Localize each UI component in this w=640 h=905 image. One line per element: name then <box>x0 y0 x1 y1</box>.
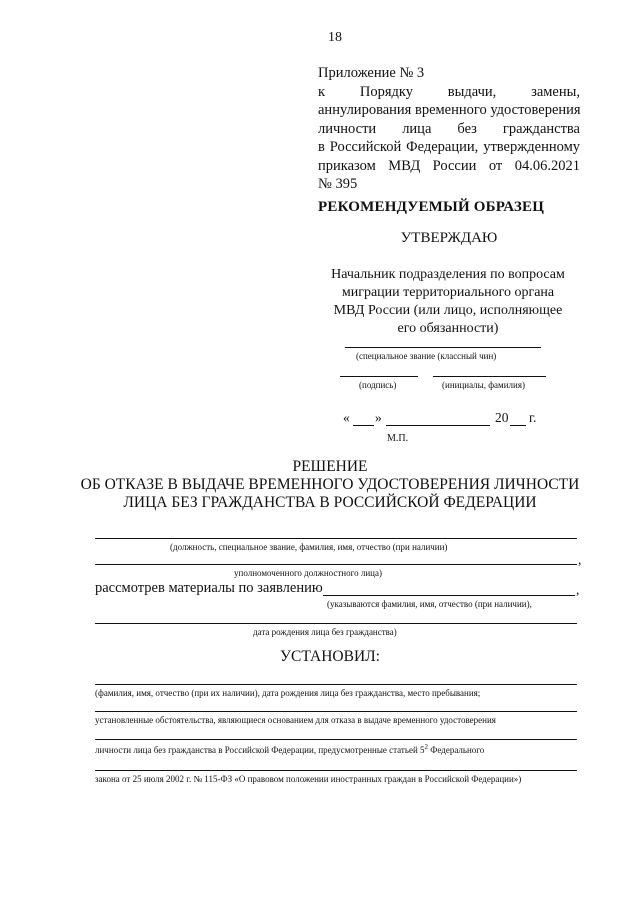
appendix-line: аннулирования временного удостоверения <box>318 102 581 118</box>
person-caption: (фамилия, имя, отчество (при их наличии), дата рождения лица без гражданства, место пребывания; <box>95 688 481 698</box>
law-caption-text: Федерального <box>428 745 485 755</box>
year-prefix: 20 <box>495 410 509 425</box>
application-comma: , <box>576 582 580 597</box>
official-line <box>95 564 577 565</box>
position-caption: (должность, специальное звание, фамилия, имя, отчество (при наличии) <box>170 542 448 552</box>
dob-caption: дата рождения лица без гражданства) <box>253 627 397 637</box>
dob-line <box>95 623 577 624</box>
approver-title <box>306 266 590 338</box>
grounds-caption: установленные обстоятельства, являющиеся основанием для отказа в выдаче временного удостоверения <box>95 715 496 725</box>
year-line <box>510 425 526 426</box>
document-title <box>60 458 600 512</box>
law-caption-text: личности лица без гражданства в Российской Федерации, предусмотренные статьей 5 <box>95 745 425 755</box>
date-open-quote: « <box>343 410 350 425</box>
signature-line <box>340 376 418 377</box>
person-line <box>95 684 577 685</box>
approver-line: Начальник подразделения по вопросам <box>331 267 565 282</box>
approver-line: миграции территориального органа <box>341 285 555 300</box>
page-number: 18 <box>328 30 342 45</box>
title-line: ЛИЦА БЕЗ ГРАЖДАНСТВА В РОССИЙСКОЙ ФЕДЕРАЦИИ <box>123 494 537 511</box>
approver-line: его обязанности) <box>397 321 499 336</box>
appendix-line: к Порядку выдачи, замены, <box>318 83 580 100</box>
appendix-line: № 395 <box>318 176 358 192</box>
law-caption-superscript: 2 <box>424 743 429 751</box>
approver-line: МВД России (или лицо, исполняющее <box>333 303 563 318</box>
month-line <box>386 425 490 426</box>
position-line <box>95 538 577 539</box>
initials-caption: (инициалы, фамилия) <box>442 380 525 390</box>
rank-line <box>345 347 541 348</box>
established-heading: УСТАНОВИЛ: <box>280 648 380 665</box>
application-line <box>323 595 575 596</box>
appendix-line: личности лица без гражданства <box>318 120 580 137</box>
day-line <box>353 425 374 426</box>
law-line <box>95 739 577 740</box>
rank-caption: (специальное звание (классный чин) <box>356 351 497 361</box>
official-caption: уполномоченного должностного лица) <box>234 568 382 578</box>
sample-heading: РЕКОМЕНДУЕМЫЙ ОБРАЗЕЦ <box>318 199 545 215</box>
fio-caption: (указываются фамилия, имя, отчество (при наличии), <box>327 599 532 609</box>
approve-heading: УТВЕРЖДАЮ <box>400 230 498 246</box>
appendix-line: приказом МВД России от 04.06.2021 <box>318 157 580 174</box>
appendix-line: Приложение № 3 <box>318 65 425 81</box>
title-line: РЕШЕНИЕ <box>292 458 368 475</box>
initials-line <box>433 376 546 377</box>
reviewed-label: рассмотрев материалы по заявлению <box>95 580 323 596</box>
official-comma: , <box>578 552 582 567</box>
grounds-line <box>95 711 577 712</box>
law-caption <box>95 743 484 755</box>
law-line-2 <box>95 770 577 771</box>
signature-caption: (подпись) <box>359 380 397 390</box>
appendix-line: в Российской Федерации, утвержденному <box>318 139 580 155</box>
date-close-quote: » <box>375 410 382 425</box>
title-line: ОБ ОТКАЗЕ В ВЫДАЧЕ ВРЕМЕННОГО УДОСТОВЕРЕНИЯ ЛИЧНОСТИ <box>80 476 580 493</box>
year-suffix: г. <box>529 410 537 425</box>
stamp-mark: М.П. <box>387 433 409 444</box>
appendix-block <box>318 64 580 194</box>
law-caption-2: закона от 25 июля 2002 г. № 115-ФЗ «О правовом положении иностранных граждан в Российской Федерации») <box>95 774 522 784</box>
